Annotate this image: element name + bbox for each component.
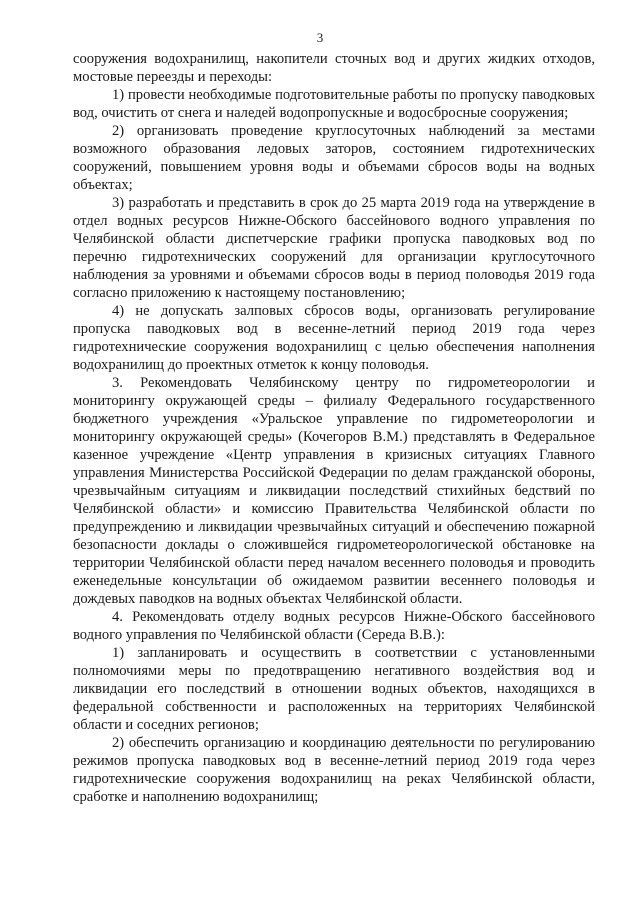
paragraph-section-4-item-1: 1) запланировать и осуществить в соответствии с установленными полномочиями меры по предотвращению негативного воздействия вод и ликвидации его последствий в отношении водных объектов, находящихся в федеральной собственности и расположенных на территориях Челябинской области и соседних регионов; <box>73 645 595 733</box>
paragraph-section-3: 3. Рекомендовать Челябинскому центру по гидрометеорологии и мониторингу окружающей среды – филиалу Федерального государственного бюджетного учреждения «Уральское управление по гидрометеорологии и мониторингу окружающей среды» (Кочегоров В.М.) представлять в Федеральное казенное учреждение «Центр управления в кризисных ситуациях Главного управления Министерства Российской Федерации по делам гражданской обороны, чрезвычайным ситуациям и ликвидации последствий стихийных бедствий по Челябинской области» и комиссию Правительства Челябинской области по предупреждению и ликвидации чрезвычайных ситуаций и обеспечению пожарной безопасности доклады о сложившейся гидрометеорологической обстановке на территории Челябинской области перед началом весеннего половодья и проводить еженедельные консультации об ожидаемом развитии весеннего половодья и дождевых паводков на водных объектах Челябинской области. <box>73 375 595 607</box>
paragraph-intro: сооружения водохранилищ, накопители сточных вод и других жидких отходов, мостовые переезды и переходы: <box>73 51 595 85</box>
paragraph-item-2: 2) организовать проведение круглосуточных наблюдений за местами возможного образования ледовых заторов, состоянием гидротехнических сооружений, повышением уровня воды и объемами сбросов воды на водных объектах; <box>73 123 595 193</box>
document-body <box>73 50 595 806</box>
paragraph-item-1: 1) провести необходимые подготовительные работы по пропуску паводковых вод, очистить от снега и наледей водопропускные и водосбросные сооружения; <box>73 87 595 121</box>
paragraph-section-4-item-2: 2) обеспечить организацию и координацию деятельности по регулированию режимов пропуска паводковых вод в весенне-летний период 2019 года через гидротехнические сооружения водохранилищ на реках Челябинской области, сработке и наполнению водохранилищ; <box>73 735 595 805</box>
paragraph-item-4: 4) не допускать залповых сбросов воды, организовать регулирование пропуска паводковых вод в весенне-летний период 2019 года через гидротехнические сооружения водохранилищ с целью обеспечения наполнения водохранилищ до проектных отметок к концу половодья. <box>73 303 595 373</box>
page-number: 3 <box>316 30 324 45</box>
paragraph-item-3: 3) разработать и представить в срок до 25 марта 2019 года на утверждение в отдел водных ресурсов Нижне-Обского бассейнового водного управления по Челябинской области диспетчерские графики пропуска паводковых вод по перечню гидротехнических сооружений для организации круглосуточного наблюдения за уровнями и объемами сбросов воды в период половодья 2019 года согласно приложению к настоящему постановлению; <box>73 195 595 301</box>
paragraph-section-4: 4. Рекомендовать отделу водных ресурсов Нижне-Обского бассейнового водного управления по Челябинской области (Середа В.В.): <box>73 609 595 643</box>
